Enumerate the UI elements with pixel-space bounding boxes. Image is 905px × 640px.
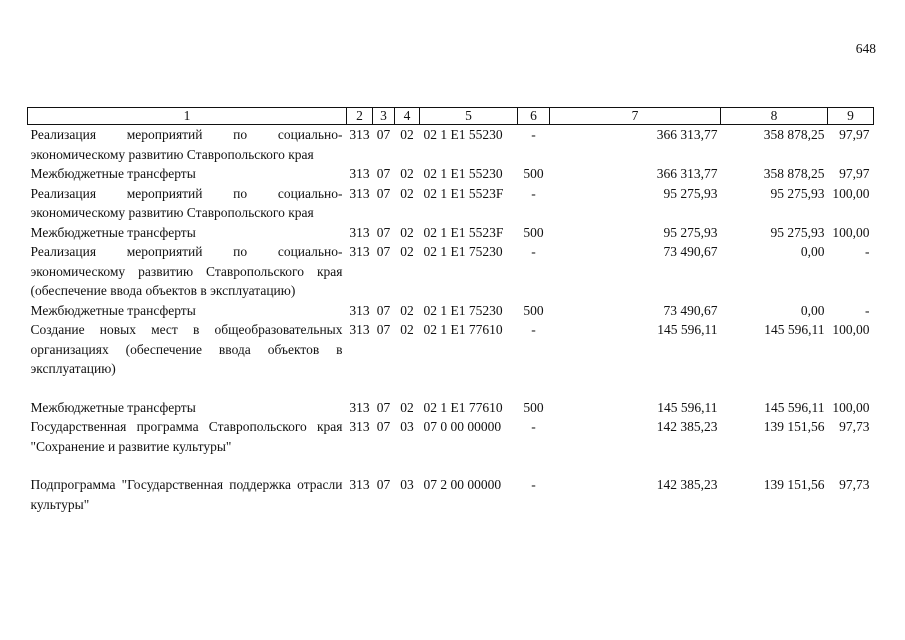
row-percent: -: [865, 302, 870, 318]
row-target-code: 02 1 E1 55230: [423, 166, 503, 181]
column-header-5: 5: [420, 108, 518, 125]
row-spacer-cell: [28, 379, 874, 398]
row-name: Межбюджетные трансферты: [30, 166, 196, 181]
row-subsection: 03: [400, 419, 414, 434]
row-target-code: 07 0 00 00000: [423, 419, 502, 434]
row-ministry: 313: [349, 302, 370, 318]
row-section: 07: [376, 399, 391, 415]
row-expense-type: 500: [523, 166, 544, 181]
row-executed: 358 878,25: [763, 166, 825, 181]
row-target-code: 02 1 E1 77610: [423, 399, 503, 415]
table-row: [28, 164, 874, 184]
row-name: Межбюджетные трансферты: [30, 399, 196, 415]
row-percent: 100,00: [832, 224, 870, 240]
row-planned: 145 596,11: [657, 399, 718, 415]
row-spacer: [28, 456, 874, 475]
row-planned: 95 275,93: [663, 224, 718, 240]
row-expense-type: 500: [523, 302, 544, 318]
table-row: [28, 475, 874, 514]
row-subsection: 02: [400, 322, 414, 337]
row-subsection: 02: [400, 224, 414, 240]
row-planned: 366 313,77: [656, 166, 718, 181]
row-expense-type: 500: [523, 399, 544, 415]
row-name: Реализация мероприятий по социально-экономическому развитию Ставропольского края: [30, 185, 343, 220]
row-name: Реализация мероприятий по социально-экономическому развитию Ставропольского края: [30, 127, 343, 162]
row-planned: 366 313,77: [656, 127, 718, 142]
row-executed: 145 596,11: [764, 322, 825, 337]
row-planned: 142 385,23: [656, 477, 718, 492]
row-expense-type: -: [531, 244, 536, 259]
table-row: [28, 184, 874, 223]
row-ministry: 313: [349, 166, 370, 181]
row-executed: 95 275,93: [770, 224, 825, 240]
row-section: 07: [376, 322, 391, 337]
row-target-code: 02 1 E1 55230: [423, 127, 503, 142]
row-ministry: 313: [349, 399, 370, 415]
table-row: [28, 301, 874, 321]
row-planned: 95 275,93: [663, 185, 718, 201]
row-subsection: 02: [400, 166, 414, 181]
row-name: Межбюджетные трансферты: [30, 302, 196, 318]
column-header-3: 3: [373, 108, 395, 125]
row-name: Создание новых мест в общеобразовательных организациях (обеспечение ввода объектов в эксплуатацию): [30, 322, 343, 376]
row-expense-type: -: [531, 127, 536, 142]
row-executed: 95 275,93: [770, 185, 825, 201]
row-ministry: 313: [349, 185, 370, 201]
row-target-code: 02 1 E1 75230: [423, 302, 503, 318]
row-section: 07: [376, 224, 391, 240]
row-planned: 73 490,67: [663, 244, 718, 259]
budget-table: [27, 107, 874, 514]
row-planned: 73 490,67: [663, 302, 718, 318]
row-target-code: 02 1 E1 77610: [423, 322, 503, 337]
row-expense-type: -: [531, 477, 536, 492]
row-section: 07: [376, 302, 391, 318]
row-name: Реализация мероприятий по социально-экономическому развитию Ставропольского края (обеспечение ввода объектов в эксплуатацию): [30, 244, 343, 298]
row-percent: -: [865, 244, 870, 259]
row-subsection: 02: [400, 399, 414, 415]
row-executed: 358 878,25: [763, 127, 825, 142]
table-row: [28, 223, 874, 243]
row-percent: 100,00: [832, 322, 870, 337]
row-section: 07: [376, 127, 391, 142]
table-row: [28, 242, 874, 301]
row-ministry: 313: [349, 419, 370, 434]
row-ministry: 313: [349, 244, 370, 259]
table-row: [28, 398, 874, 418]
row-percent: 97,97: [839, 127, 870, 142]
row-expense-type: -: [531, 322, 536, 337]
row-ministry: 313: [349, 477, 370, 492]
row-section: 07: [376, 477, 391, 492]
table-row: [28, 417, 874, 456]
row-section: 07: [376, 419, 391, 434]
row-subsection: 02: [400, 185, 414, 201]
row-percent: 97,73: [839, 477, 870, 492]
row-subsection: 02: [400, 244, 414, 259]
row-executed: 0,00: [800, 302, 825, 318]
row-percent: 97,73: [839, 419, 870, 434]
column-header-8: 8: [721, 108, 828, 125]
column-header-4: 4: [395, 108, 420, 125]
table-header-row: [28, 108, 874, 125]
row-target-code: 02 1 E1 5523F: [423, 185, 504, 201]
row-section: 07: [376, 244, 391, 259]
row-executed: 139 151,56: [763, 419, 825, 434]
column-header-6: 6: [518, 108, 550, 125]
column-header-1: 1: [28, 108, 347, 125]
row-target-code: 07 2 00 00000: [423, 477, 502, 492]
row-expense-type: -: [531, 185, 536, 201]
row-percent: 100,00: [832, 185, 870, 201]
row-target-code: 02 1 E1 75230: [423, 244, 503, 259]
column-header-9: 9: [828, 108, 874, 125]
row-expense-type: 500: [523, 224, 544, 240]
row-percent: 97,97: [839, 166, 870, 181]
page-number: 648: [855, 41, 876, 56]
row-executed: 0,00: [800, 244, 825, 259]
column-header-2: 2: [347, 108, 373, 125]
row-name: Подпрограмма "Государственная поддержка отрасли культуры": [30, 477, 343, 512]
row-section: 07: [376, 185, 391, 201]
row-subsection: 03: [400, 477, 414, 492]
row-planned: 145 596,11: [657, 322, 718, 337]
row-target-code: 02 1 E1 5523F: [423, 224, 504, 240]
row-ministry: 313: [349, 127, 370, 142]
table-row: [28, 320, 874, 379]
row-planned: 142 385,23: [656, 419, 718, 434]
row-executed: 139 151,56: [763, 477, 825, 492]
row-executed: 145 596,11: [764, 399, 825, 415]
row-expense-type: -: [531, 419, 536, 434]
row-subsection: 02: [400, 127, 414, 142]
row-name: Межбюджетные трансферты: [30, 224, 196, 240]
table-row: [28, 125, 874, 165]
column-header-7: 7: [550, 108, 721, 125]
row-subsection: 02: [400, 302, 414, 318]
row-spacer: [28, 379, 874, 398]
row-section: 07: [376, 166, 391, 181]
row-name: Государственная программа Ставропольского края "Сохранение и развитие культуры": [30, 419, 343, 454]
row-ministry: 313: [349, 224, 370, 240]
row-spacer-cell: [28, 456, 874, 475]
row-ministry: 313: [349, 322, 370, 337]
row-percent: 100,00: [832, 399, 870, 415]
